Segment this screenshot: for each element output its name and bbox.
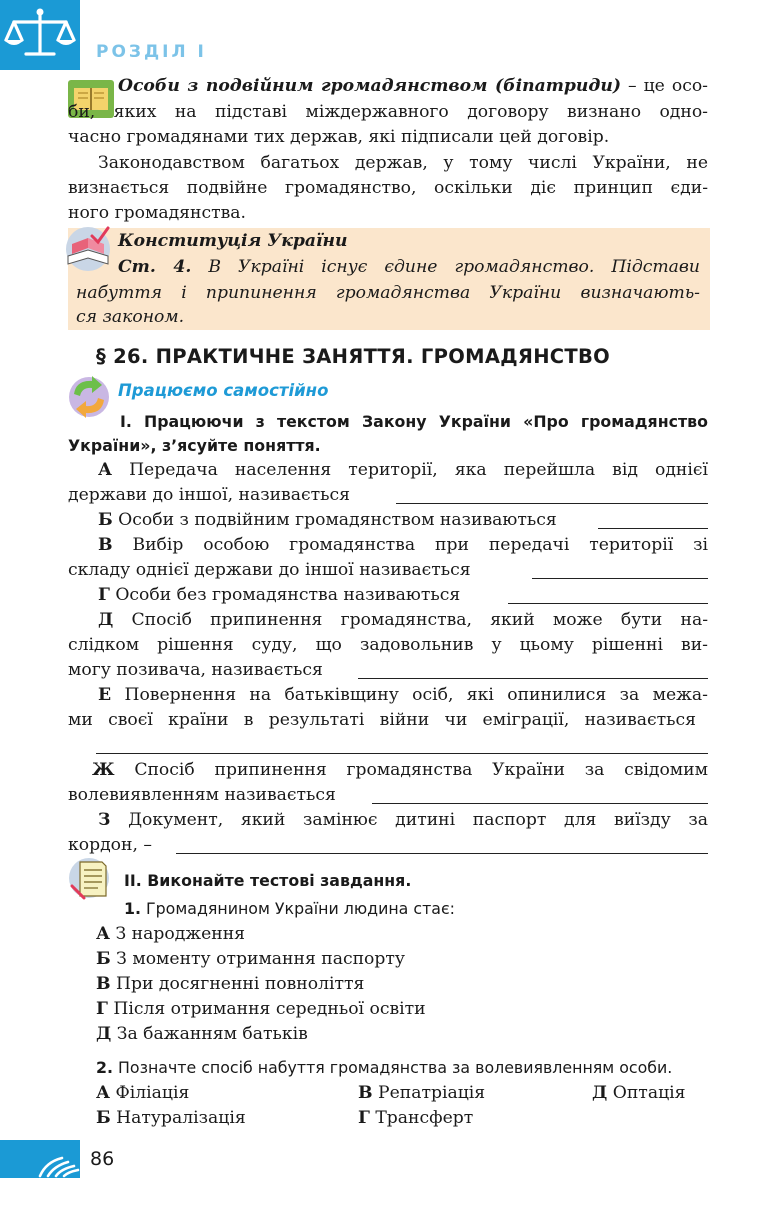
work-label: Працюємо самостійно: [118, 381, 329, 400]
q1-option-b[interactable]: Б З моменту отримання паспорту: [96, 949, 406, 969]
intro-line-6: ного громадянства.: [68, 203, 246, 223]
corner-tab: [0, 0, 80, 70]
section-label: РОЗДІЛ І: [96, 42, 207, 62]
q1-line: 1. Громадянином України людина стає:: [124, 899, 455, 918]
part1-title-2: України», з’ясуйте поняття.: [68, 436, 321, 455]
item-b-answer-line[interactable]: [598, 510, 708, 529]
item-e-line-2: ми своєї країни в результаті війни чи еміграції, називається: [68, 710, 696, 730]
item-d-line-3: могу позивача, називається: [68, 660, 323, 680]
item-b-line-1: Б Особи з подвійним громадянством називаються: [98, 510, 557, 530]
q1-option-a[interactable]: А З народження: [96, 924, 246, 944]
item-d-line-1: Д Спосіб припинення громадянства, який може бути на-: [98, 610, 708, 630]
item-v-line-2: складу однієї держави до іншої називається: [68, 560, 471, 580]
q1-option-v[interactable]: В При досягненні повноліття: [96, 974, 365, 994]
q2-option-d[interactable]: Д Оптація: [592, 1083, 686, 1103]
scales-icon: [0, 0, 80, 70]
item-a-answer-line[interactable]: [396, 485, 708, 504]
intro-line-4: Законодавством багатьох держав, у тому числі України, не: [98, 153, 708, 173]
intro-line-1: Особи з подвійним громадянством (біпатриди) – це осо-: [118, 76, 708, 96]
intro-line-5: визнається подвійне громадянство, оскільки діє принцип єди-: [68, 178, 708, 198]
test-paper-icon: [68, 856, 114, 900]
wave-lines-icon: [0, 1140, 80, 1178]
item-a-line-2: держави до іншої, називається: [68, 485, 350, 505]
intro-line-3: часно громадянами тих держав, які підписали цей договір.: [68, 127, 610, 147]
item-a-line-1: А Передача населення території, яка перейшла від однієї: [98, 460, 708, 480]
item-v-answer-line[interactable]: [532, 560, 708, 579]
constitution-book-icon: [62, 226, 114, 272]
constitution-line-2: набуття і припинення громадянства України визначають-: [76, 283, 700, 303]
item-d-answer-line[interactable]: [358, 660, 708, 679]
item-z-line-1: З Документ, який замінює дитині паспорт для виїзду за: [98, 810, 708, 830]
section-title: § 26. ПРАКТИЧНЕ ЗАНЯТТЯ. ГРОМАДЯНСТВО: [96, 345, 611, 368]
q2-line: 2. Позначте спосіб набуття громадянства за волевиявленням особи.: [96, 1058, 673, 1077]
q2-option-b[interactable]: Б Натуралізація: [96, 1108, 246, 1128]
item-e-line-1: Е Повернення на батьківщину осіб, які опинилися за межа-: [98, 685, 708, 705]
q1-option-d[interactable]: Д За бажанням батьків: [96, 1024, 308, 1044]
part1-title-1: I. Працюючи з текстом Закону України «Про громадянство: [120, 412, 708, 431]
q2-option-v[interactable]: В Репатріація: [358, 1083, 486, 1103]
item-z-line-2: кордон, –: [68, 835, 152, 855]
footer-tab: [0, 1140, 80, 1178]
item-v-line-1: В Вибір особою громадянства при передачі території зі: [98, 535, 709, 555]
item-zh-answer-line[interactable]: [372, 785, 708, 804]
part2-title: II. Виконайте тестові завдання.: [124, 871, 412, 890]
constitution-line-1: Ст. 4. В Україні існує єдине громадянство. Підстави: [118, 257, 700, 277]
intro-line-2: би, яких на підставі міждержавного договору визнано одно-: [68, 102, 708, 122]
page-number: 86: [90, 1148, 115, 1170]
q2-option-a[interactable]: А Філіація: [96, 1083, 190, 1103]
constitution-title: Конституція України: [118, 231, 348, 251]
item-g-line-1: Г Особи без громадянства називаються: [98, 585, 461, 605]
exchange-arrows-icon: [66, 374, 112, 420]
q1-option-g[interactable]: Г Після отримання середньої освіти: [96, 999, 426, 1019]
item-zh-line-2: волевиявленням називається: [68, 785, 336, 805]
item-g-answer-line[interactable]: [508, 585, 708, 604]
constitution-line-3: ся законом.: [76, 307, 185, 327]
item-d-line-2: слідком рішення суду, що задовольнив у цьому рішенні ви-: [68, 635, 708, 655]
item-z-answer-line[interactable]: [176, 835, 708, 854]
q2-option-g[interactable]: Г Трансферт: [358, 1108, 474, 1128]
item-zh-line-1: Ж Спосіб припинення громадянства України за свідомим: [92, 760, 708, 780]
item-e-answer-line[interactable]: [96, 735, 708, 754]
